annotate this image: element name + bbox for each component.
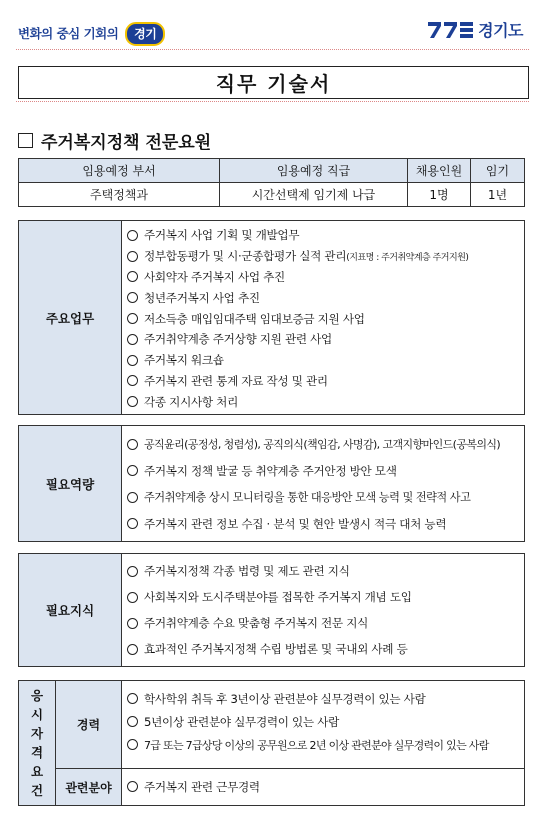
list-item: 주거복지정책 각종 법령 및 제도 관련 지식 [127,558,524,584]
circle-bullet-icon [127,313,138,324]
section-title [18,128,211,153]
circle-bullet-icon [127,465,138,476]
list-item: 주거취약계층 주거상향 지원 관련 사업 [127,329,524,350]
circle-bullet-icon [127,251,138,262]
page-header [0,0,545,62]
logo-text: 경기도 [478,21,523,40]
list-item: 주거복지 관련 통계 자료 작성 및 관리 [127,371,524,392]
circle-bullet-icon [127,518,138,529]
list-item: 주거복지 정책 발굴 등 취약계층 주거안정 방안 모색 [127,458,524,485]
circle-bullet-icon [127,492,138,503]
field-label: 관련분야 [56,769,122,805]
circle-bullet-icon [127,334,138,345]
circle-bullet-icon [127,292,138,303]
circle-bullet-icon [127,396,138,407]
header-divider [16,49,529,50]
list-item: 청년주거복지 사업 추진 [127,287,524,308]
knowledge-label: 필요지식 [19,554,122,666]
gyeonggi-logo [428,18,523,41]
indicator-note: (지표명 : 주거취약계층 주거지원) [346,252,469,263]
table-header-row [19,159,525,183]
table-header: 임기 [471,159,525,183]
circle-bullet-icon [127,739,138,750]
circle-bullet-icon [127,716,138,727]
knowledge-block [18,553,525,667]
competency-list [122,426,524,541]
list-item: 사회약자 주거복지 사업 추진 [127,267,524,288]
circle-bullet-icon [127,271,138,282]
list-item: 저소득층 매입임대주택 임대보증금 지원 사업 [127,308,524,329]
slogan [18,22,165,46]
table-cell: 1명 [408,183,471,207]
list-item: 7급 또는 7급상당 이상의 공무원으로 2년 이상 관련분야 실무경력이 있는 사람 [127,733,524,756]
knowledge-list [122,554,524,666]
duties-block [18,220,525,415]
experience-list [122,687,524,756]
requirements-divider [56,768,524,769]
requirements-label: 응 시 자 격 요 건 [19,681,56,805]
table-row [19,183,525,207]
checkbox-square-icon [18,133,33,148]
title-divider [16,101,529,102]
page-title: 직무 기술서 [18,66,529,99]
slogan-text: 변화의 중심 기회의 [18,26,119,41]
table-header: 채용인원 [408,159,471,183]
competency-block [18,425,525,542]
field-list [122,775,524,798]
circle-bullet-icon [127,375,138,386]
table-cell: 1년 [471,183,525,207]
circle-bullet-icon [127,693,138,704]
list-item: 사회복지와 도시주택분야를 접목한 주거복지 개념 도입 [127,584,524,610]
circle-bullet-icon [127,439,138,450]
list-item: 주거복지 관련 근무경력 [127,775,524,798]
circle-bullet-icon [127,781,138,792]
circle-bullet-icon [127,355,138,366]
experience-label: 경력 [56,681,122,768]
list-item: 주거복지 워크숍 [127,350,524,371]
table-cell: 시간선택제 임기제 나급 [220,183,408,207]
list-item: 학사학위 취득 후 3년이상 관련분야 실무경력이 있는 사람 [127,687,524,710]
circle-bullet-icon [127,592,138,603]
circle-bullet-icon [127,566,138,577]
circle-bullet-icon [127,644,138,655]
list-item: 정부합동평가 및 시·군종합평가 실적 관리 (지표명 : 주거취약계층 주거지원) [127,246,524,267]
list-item: 효과적인 주거복지정책 수립 방법론 및 국내외 사례 등 [127,636,524,662]
competency-label: 필요역량 [19,426,122,541]
section-title-text: 주거복지정책 전문요원 [41,133,212,153]
position-table [18,158,525,207]
list-item: 각종 지시사항 처리 [127,391,524,412]
table-header: 임용예정 직급 [220,159,408,183]
duties-list [122,221,524,414]
list-item: 주거취약계층 수요 맞춤형 주거복지 전문 지식 [127,610,524,636]
gyeonggi-logo-icon [428,19,474,41]
slogan-badge: 경기 [125,22,165,46]
duties-label: 주요업무 [19,221,122,414]
requirements-block [18,680,525,806]
circle-bullet-icon [127,230,138,241]
table-header: 임용예정 부서 [19,159,220,183]
circle-bullet-icon [127,618,138,629]
list-item: 주거취약계층 상시 모니터링을 통한 대응방안 모색 능력 및 전략적 사고 [127,484,524,511]
table-cell: 주택정책과 [19,183,220,207]
list-item: 주거복지 관련 정보 수집 · 분석 및 현안 발생시 적극 대처 능력 [127,511,524,538]
list-item: 5년이상 관련분야 실무경력이 있는 사람 [127,710,524,733]
list-item: 주거복지 사업 기획 및 개발업무 [127,225,524,246]
list-item: 공직윤리(공정성, 청렴성), 공직의식(책임감, 사명감), 고객지향마인드(공복의식) [127,431,524,458]
